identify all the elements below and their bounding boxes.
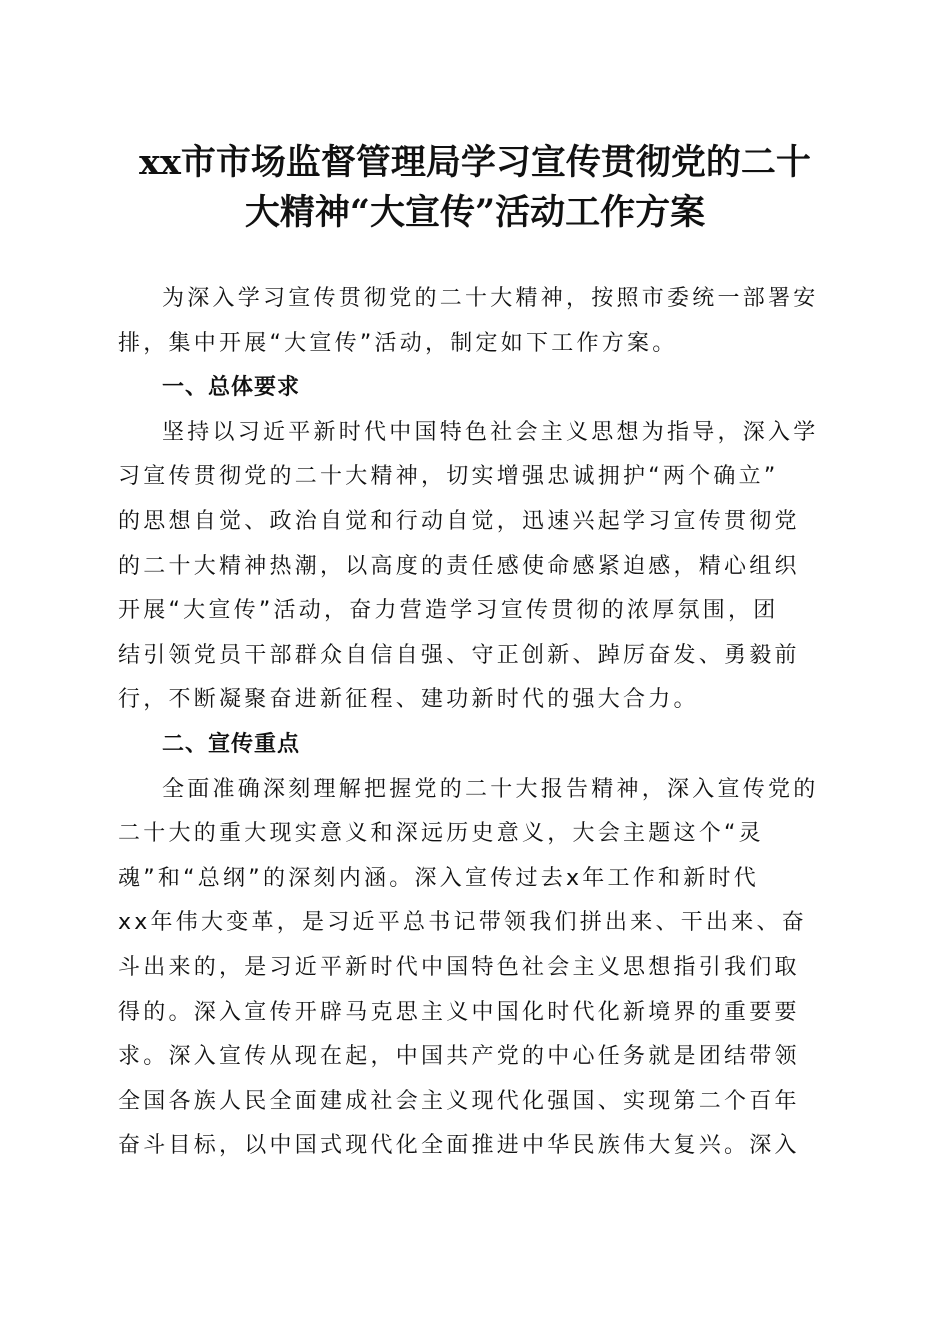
text-line: xx年伟大变革，是习近平总书记带领我们拼出来、干出来、奋 [118, 910, 808, 936]
text-line: 全面准确深刻理解把握党的二十大报告精神，深入宣传党的 [162, 776, 819, 802]
intro-paragraph [118, 277, 824, 366]
section-1-paragraph [118, 411, 824, 723]
section-2-paragraph [118, 768, 824, 1169]
text-line: 的思想自觉、政治自觉和行动自觉，迅速兴起学习宣传贯彻党 [118, 508, 800, 534]
text-line: 排，集中开展“大宣传”活动，制定如下工作方案。 [118, 330, 678, 356]
text-line: 坚持以习近平新时代中国特色社会主义思想为指导，深入学 [162, 419, 819, 445]
text-line: 全国各族人民全面建成社会主义现代化强国、实现第二个百年 [118, 1088, 800, 1114]
section-heading-1: 一、总体要求 [162, 375, 301, 401]
text-line: 二十大的重大现实意义和深远历史意义，大会主题这个“灵 [118, 821, 764, 847]
text-line: 得的。深入宣传开辟马克思主义中国化时代化新境界的重要要 [118, 999, 800, 1025]
text-line: 的二十大精神热潮，以高度的责任感使命感紧迫感，精心组织 [118, 553, 800, 579]
document-title [100, 138, 850, 238]
text-line: 行，不断凝聚奋进新征程、建功新时代的强大合力。 [118, 687, 699, 713]
text-line: 为深入学习宣传贯彻党的二十大精神，按照市委统一部署安 [162, 286, 819, 311]
title-line-1: xx市市场监督管理局学习宣传贯彻党的二十 [139, 142, 811, 183]
text-line: 习宣传贯彻党的二十大精神，切实增强忠诚拥护“两个确立” [118, 464, 779, 490]
text-line: 开展“大宣传”活动，奋力营造学习宣传贯彻的浓厚氛围，团 [118, 598, 779, 624]
text-line: 斗出来的，是习近平新时代中国特色社会主义思想指引我们取 [118, 954, 800, 980]
title-line-2: 大精神“大宣传”活动工作方案 [244, 192, 706, 233]
text-line: 结引领党员干部群众自信自强、守正创新、踔厉奋发、勇毅前 [118, 642, 800, 668]
text-line: 奋斗目标，以中国式现代化全面推进中华民族伟大复兴。深入 [118, 1133, 800, 1159]
section-heading-2: 二、宣传重点 [162, 731, 301, 757]
text-line: 求。深入宣传从现在起，中国共产党的中心任务就是团结带领 [118, 1044, 800, 1070]
text-line: 魂”和“总纲”的深刻内涵。深入宣传过去x年工作和新时代 [118, 865, 759, 891]
document-body [118, 277, 824, 1169]
